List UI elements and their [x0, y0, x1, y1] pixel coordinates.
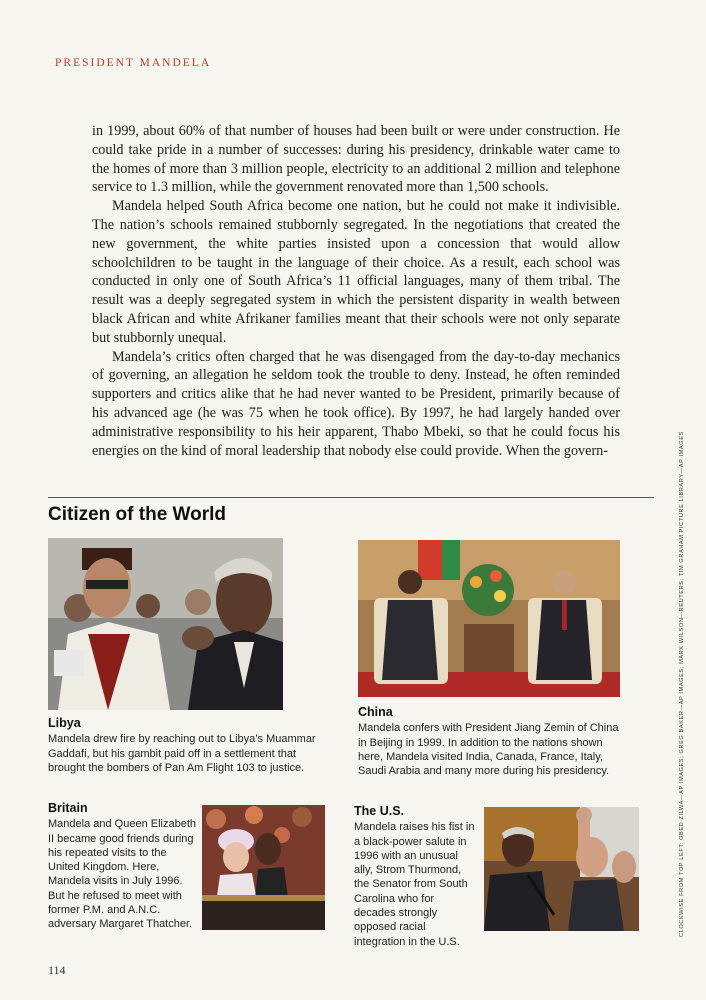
us-caption [354, 804, 478, 949]
caption-heading: China [358, 705, 393, 719]
china-caption [358, 705, 628, 778]
caption-heading: The U.S. [354, 804, 405, 818]
caption-heading: Britain [48, 801, 88, 815]
caption-text: Mandela and Queen Elizabeth II became good friends during his repeated visits to the United Kingdom. Here, Mandela visits in July 1996. But he refused to meet with former P.M. and A.N.C. adversary Margaret Thatcher. [48, 818, 196, 931]
article-body [92, 122, 620, 460]
britain-photo [202, 805, 325, 930]
libya-caption [48, 716, 328, 775]
britain-caption [48, 801, 198, 932]
running-head: PRESIDENT MANDELA [55, 57, 212, 69]
caption-heading: Libya [48, 716, 81, 730]
libya-photo [48, 538, 283, 710]
china-photo [358, 540, 620, 697]
body-paragraph: Mandela helped South Africa become one nation, but he could not make it indivisible. The nation’s schools remained stubbornly segregated. In the negotiations that created the new government, the white parties insisted upon a concession that would allow schoolchildren to be taught in the language of their choice. As a result, each school was conducted in only one of South Africa’s 11 official languages, many of them tribal. The result was a deeply segregated system in which the persistent disparity in wealth between black African and white Afrikaner families meant that their schools were not only separate but stubbornly unequal. [92, 198, 620, 346]
caption-text: Mandela raises his fist in a black-power salute in 1996 with an unusual ally, Strom Thurmond, the Senator from South Carolina who for decades strongly opposed racial integration in the U.S. [354, 821, 475, 948]
photo-credit: CLOCKWISE FROM TOP LEFT: OBED ZILWA—AP IMAGES; GREG BAKER—AP IMAGES; MARK WILSON—REUTERS; TIM GRAHAM PICTURE LIBRARY—AP IMAGES [679, 431, 685, 937]
page-number: 114 [48, 963, 66, 977]
section-title: Citizen of the World [48, 504, 227, 525]
section-divider [48, 497, 654, 498]
caption-text: Mandela drew fire by reaching out to Libya’s Muammar Gaddafi, but his gambit paid off in a settlement that brought the bombers of Pan Am Flight 103 to justice. [48, 733, 316, 774]
body-paragraph: Mandela’s critics often charged that he was disengaged from the day-to-day mechanics of governing, an allegation he seldom took the trouble to deny. Instead, he often reminded supporters and critics alike that he had never wanted to be President, primarily because of his advanced age (he was 75 when he took office). By 1997, he had largely handed over administrative responsibility to his heir apparent, Thabo Mbeki, so that he could focus his energies on the kind of moral leadership that nobody else could provide. When the govern- [92, 348, 620, 459]
us-photo [484, 807, 639, 931]
caption-text: Mandela confers with President Jiang Zemin of China in Beijing in 1999. In addition to the nations shown here, Mandela visited India, Canada, France, Italy, Saudi Arabia and many more during his presidency. [358, 722, 619, 778]
body-paragraph: in 1999, about 60% of that number of houses had been built or were under construction. He could take pride in a number of successes: during his presidency, drinkable water came to the homes of more than 3 million people, electricity to an additional 2 million and telephone service to 1.3 million, while the government renovated more than 1,500 schools. [92, 123, 620, 196]
